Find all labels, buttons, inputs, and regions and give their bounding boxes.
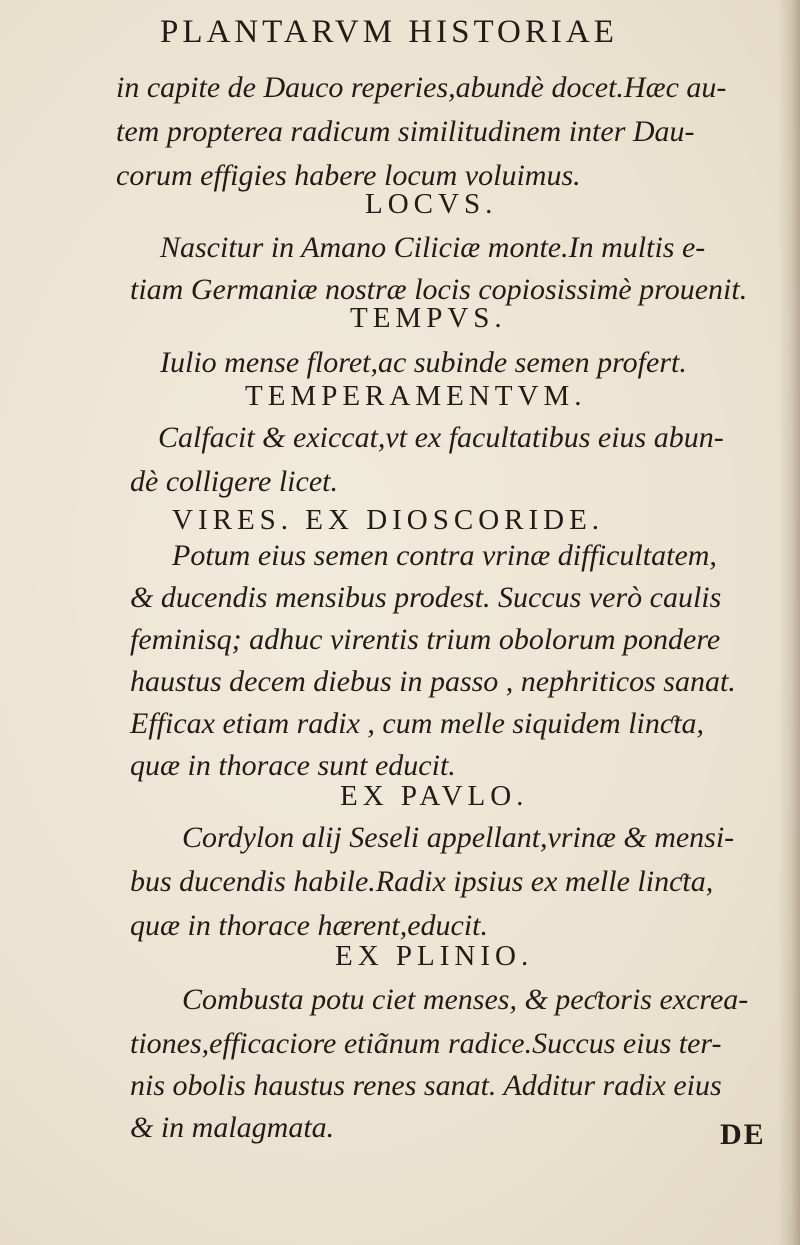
text-line: feminisq; adhuc virentis trium obolorum pondere [130, 623, 721, 656]
text-line: Efficax etiam radix , cum melle siquidem linƈta, [130, 707, 705, 740]
section-heading-vires: VIRES. EX DIOSCORIDE. [172, 504, 605, 536]
catchword: DE [720, 1118, 766, 1151]
page-gutter-shadow [778, 0, 800, 1245]
text-line: & in malagmata. [130, 1111, 335, 1144]
text-line: Iulio mense floret,ac subinde semen profert. [160, 346, 687, 379]
text-line: Cordylon alij Seseli appellant,vrinæ & mensi- [182, 821, 735, 854]
text-line: Combusta potu ciet menses, & peƈtoris excrea- [182, 983, 749, 1016]
text-line: tiones,efficaciore etiãnum radice.Succus eius ter- [130, 1027, 722, 1060]
text-line: tem propterea radicum similitudinem inter Dau- [116, 115, 695, 148]
running-head: PLANTARVM HISTORIAE [160, 14, 618, 50]
section-heading-ex-plinio: EX PLINIO. [335, 940, 534, 972]
text-line: nis obolis haustus renes sanat. Additur radix eius [130, 1069, 722, 1102]
text-line: Calfacit & exiccat,vt ex facultatibus eius abun- [158, 421, 724, 454]
text-line: bus ducendis habile.Radix ipsius ex melle linƈta, [130, 865, 714, 898]
text-line: Nascitur in Amano Ciliciæ monte.In multis e- [160, 231, 706, 264]
section-heading-ex-paulo: EX PAVLO. [340, 780, 529, 812]
text-line: & ducendis mensibus prodest. Succus verò caulis [130, 581, 722, 614]
section-heading-locus: LOCVS. [365, 188, 498, 220]
text-line: dè colligere licet. [130, 465, 338, 498]
text-line: tiam Germaniæ nostræ locis copiosissimè prouenit. [130, 273, 748, 306]
text-line: quæ in thorace sunt educit. [130, 749, 456, 782]
text-line: in capite de Dauco reperies,abundè docet.Hæc au- [116, 71, 727, 104]
text-line: corum effigies habere locum voluimus. [116, 159, 581, 192]
text-line: haustus decem diebus in passo , nephriticos sanat. [130, 665, 736, 698]
text-line: quæ in thorace hærent,educit. [130, 909, 489, 942]
section-heading-temperamentum: TEMPERAMENTVM. [245, 380, 587, 412]
section-heading-tempus: TEMPVS. [350, 302, 507, 334]
text-line: Potum eius semen contra vrinæ difficultatem, [172, 539, 717, 572]
